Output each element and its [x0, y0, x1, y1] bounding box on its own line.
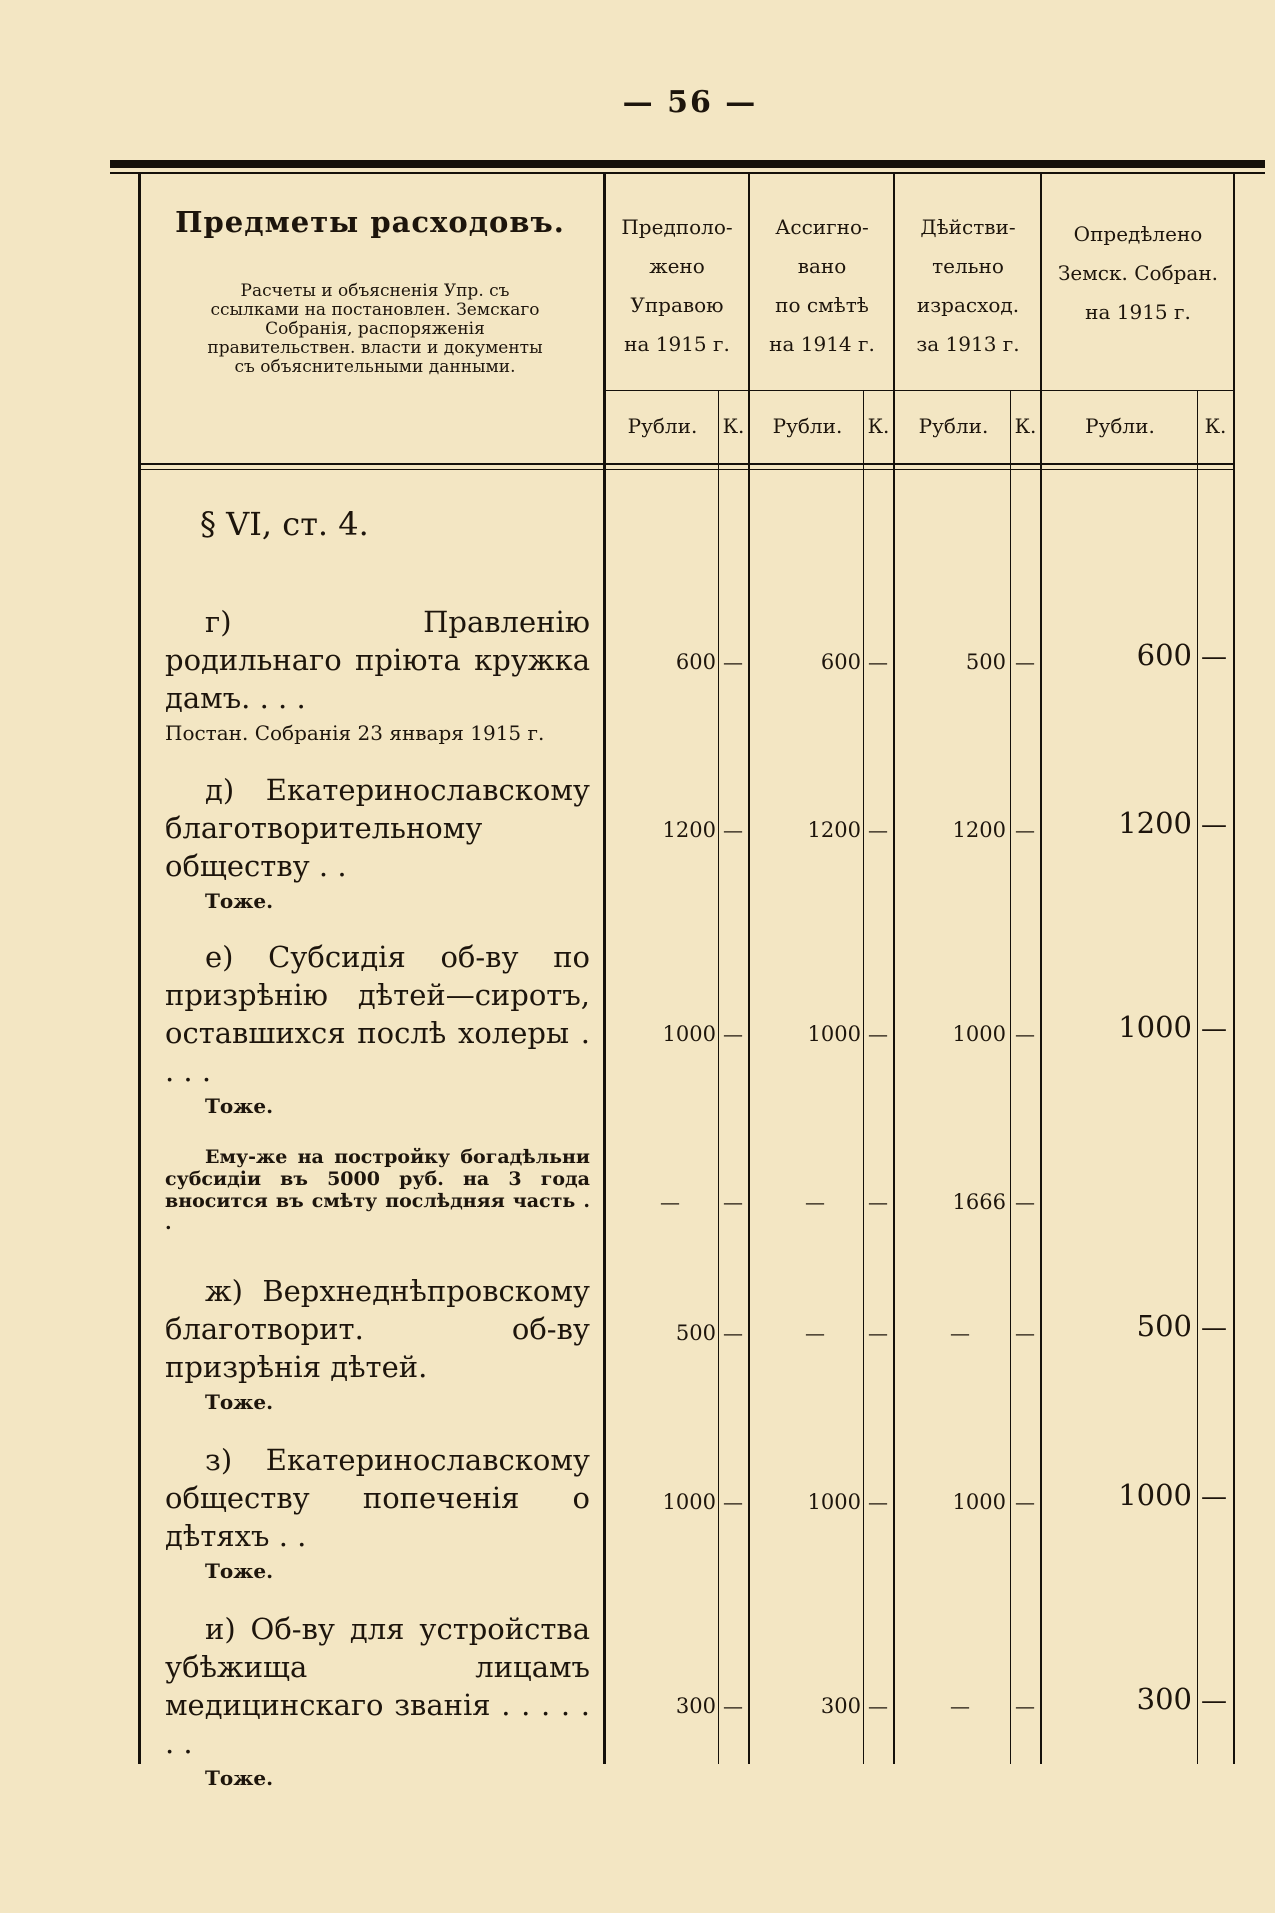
row-extra-proposed: — — [660, 1190, 680, 1214]
row-g-spent: 500 — [965, 650, 1006, 674]
unit-kop-3: К. — [1014, 414, 1037, 438]
row-g-determined-kop: — — [1201, 642, 1227, 672]
units-line-2 — [750, 390, 893, 391]
column-header-proposed: Предполо- жено Управою на 1915 г. — [621, 215, 733, 356]
row-e-text: е) Субсидія об-ву по призрѣнію дѣтей—сиротъ, оставшихся послѣ холеры . . . . Тоже. — [165, 938, 590, 1122]
column-description: Расчеты и объясненія Упр. съ ссылками на постановлен. Земскаго Собранія, распоряженія правительствен. власти и документы съ объяснительными данными. — [207, 281, 543, 377]
row-d-determined: 1200 — [1118, 806, 1192, 840]
row-g-spent-kop: — — [1015, 650, 1035, 674]
table-left-border — [138, 174, 141, 1764]
column-divider-1 — [603, 174, 606, 1764]
header-bottom-rule-thin — [140, 469, 1235, 470]
row-extra-spent: 1666 — [952, 1190, 1006, 1214]
row-zh-spent: — — [950, 1321, 970, 1345]
row-z-determined-kop: — — [1201, 1482, 1227, 1512]
row-zh-proposed: 500 — [675, 1321, 716, 1345]
row-d-assigned: 1200 — [807, 818, 861, 842]
row-e-assigned: 1000 — [807, 1022, 861, 1046]
column-divider-3 — [893, 174, 895, 1764]
page-number: — 56 — — [622, 85, 758, 120]
row-zh-proposed-kop: — — [723, 1321, 743, 1345]
section-heading: § VI, ст. 4. — [200, 505, 369, 543]
row-zh-assigned-kop: — — [868, 1321, 888, 1345]
row-i-text: и) Об-ву для устройства убѣжища лицамъ медицинскаго званія . . . . . . . Тоже. — [165, 1610, 590, 1794]
row-d-determined-kop: — — [1201, 810, 1227, 840]
row-i-determined-kop: — — [1201, 1686, 1227, 1716]
row-z-note: Тоже. — [205, 1559, 274, 1583]
unit-kop-4: К. — [1204, 414, 1227, 438]
row-extra-assigned-kop: — — [868, 1190, 888, 1214]
row-z-assigned-kop: — — [868, 1490, 888, 1514]
row-i-proposed: 300 — [675, 1694, 716, 1718]
kop-divider-4 — [1197, 390, 1198, 1764]
row-zh-text: ж) Верхнеднѣпровскому благотворит. об-ву призрѣнія дѣтей. Тоже. — [165, 1272, 590, 1418]
column-divider-4 — [1040, 174, 1042, 1764]
kop-divider-1 — [718, 390, 719, 1764]
unit-kop-2: К. — [867, 414, 890, 438]
row-d-text: д) Екатеринославскому благотворительному обществу . . Тоже. — [165, 771, 590, 917]
row-z-spent: 1000 — [952, 1490, 1006, 1514]
row-e-proposed: 1000 — [662, 1022, 716, 1046]
column-header-determined: Опредѣлено Земск. Собран. на 1915 г. — [1057, 222, 1219, 324]
header-bottom-rule — [140, 463, 1235, 465]
top-rule-thick — [110, 160, 1265, 168]
row-e-assigned-kop: — — [868, 1022, 888, 1046]
row-z-determined: 1000 — [1118, 1478, 1192, 1512]
row-extra-proposed-kop: — — [723, 1190, 743, 1214]
column-divider-2 — [748, 174, 750, 1764]
row-d-spent: 1200 — [952, 818, 1006, 842]
row-g-assigned-kop: — — [868, 650, 888, 674]
row-g-determined: 600 — [1136, 638, 1192, 672]
unit-rubles-3: Рубли. — [918, 414, 989, 438]
row-e-determined-kop: — — [1201, 1014, 1227, 1044]
row-z-assigned: 1000 — [807, 1490, 861, 1514]
units-line-4 — [1042, 390, 1233, 391]
row-zh-determined: 500 — [1136, 1309, 1192, 1343]
row-d-proposed-kop: — — [723, 818, 743, 842]
row-z-text: з) Екатеринославскому обществу попеченія о дѣтяхъ . . Тоже. — [165, 1441, 590, 1587]
unit-rubles-1: Рубли. — [627, 414, 698, 438]
kop-divider-2 — [863, 390, 864, 1764]
unit-rubles-2: Рубли. — [772, 414, 843, 438]
row-extra-assigned: — — [805, 1190, 825, 1214]
kop-divider-3 — [1010, 390, 1011, 1764]
row-e-proposed-kop: — — [723, 1022, 743, 1046]
row-zh-determined-kop: — — [1201, 1313, 1227, 1343]
top-rule-thin — [110, 172, 1265, 174]
row-d-assigned-kop: — — [868, 818, 888, 842]
row-g-note: Постан. Собранія 23 января 1915 г. — [165, 721, 545, 745]
row-extra-spent-kop: — — [1015, 1190, 1035, 1214]
row-z-proposed: 1000 — [662, 1490, 716, 1514]
row-i-assigned: 300 — [820, 1694, 861, 1718]
row-g-proposed-kop: — — [723, 650, 743, 674]
row-e-note: Тоже. — [205, 1094, 274, 1118]
row-extra-text: Ему-же на постройку богадѣльни субсидіи въ 5000 руб. на 3 года вносится въ смѣту послѣдняя часть . . — [165, 1146, 590, 1234]
row-e-determined: 1000 — [1118, 1010, 1192, 1044]
row-zh-spent-kop: — — [1015, 1321, 1035, 1345]
column-header-assigned: Ассигно- вано по смѣтѣ на 1914 г. — [769, 215, 875, 356]
column-title-items: Предметы расходовъ. — [175, 205, 565, 239]
unit-rubles-4: Рубли. — [1085, 414, 1155, 438]
units-line-3 — [895, 390, 1040, 391]
row-i-proposed-kop: — — [723, 1694, 743, 1718]
row-i-spent-kop: — — [1015, 1694, 1035, 1718]
row-z-proposed-kop: — — [723, 1490, 743, 1514]
row-zh-assigned: — — [805, 1321, 825, 1345]
row-i-determined: 300 — [1136, 1682, 1192, 1716]
row-e-spent-kop: — — [1015, 1022, 1035, 1046]
row-i-spent: — — [950, 1694, 970, 1718]
units-line-1 — [605, 390, 748, 391]
row-g-proposed: 600 — [675, 650, 716, 674]
unit-kop-1: К. — [722, 414, 745, 438]
row-g-text: г) Правленію родильнаго пріюта кружка дамъ. . . . Постан. Собранія 23 января 1915 г. — [165, 603, 590, 749]
row-zh-note: Тоже. — [205, 1390, 274, 1414]
row-d-proposed: 1200 — [662, 818, 716, 842]
row-i-assigned-kop: — — [868, 1694, 888, 1718]
row-e-spent: 1000 — [952, 1022, 1006, 1046]
row-z-spent-kop: — — [1015, 1490, 1035, 1514]
row-g-assigned: 600 — [820, 650, 861, 674]
table-right-border — [1233, 174, 1235, 1764]
row-d-note: Тоже. — [205, 889, 274, 913]
row-d-spent-kop: — — [1015, 818, 1035, 842]
row-i-note: Тоже. — [205, 1766, 274, 1790]
column-header-spent: Дѣйстви- тельно израсход. за 1913 г. — [916, 215, 1020, 356]
